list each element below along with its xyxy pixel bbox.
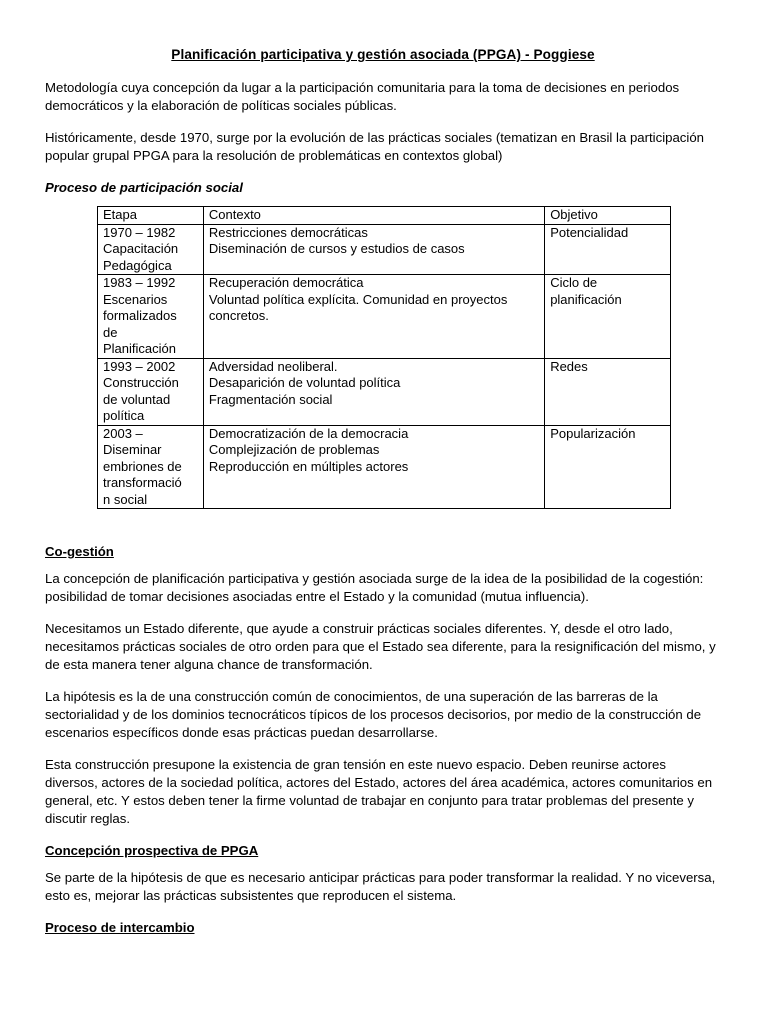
contexto-line: Adversidad neoliberal. bbox=[208, 358, 338, 374]
etapa-line: 2003 – bbox=[103, 425, 143, 441]
objetivo-cell bbox=[545, 224, 671, 275]
etapa-line: de bbox=[103, 324, 118, 340]
etapa-cell bbox=[98, 224, 204, 275]
document-page bbox=[45, 46, 721, 946]
cogestion-heading: Co-gestión bbox=[45, 544, 114, 559]
contexto-cell bbox=[203, 425, 544, 509]
etapa-line: transformació bbox=[103, 475, 182, 490]
stages-table bbox=[97, 206, 671, 509]
contexto-line: Democratización de la democracia bbox=[208, 425, 409, 441]
objetivo-cell bbox=[545, 275, 671, 359]
objetivo-cell bbox=[545, 425, 671, 509]
etapa-line: Pedagógica bbox=[103, 257, 172, 273]
process-heading: Proceso de participación social bbox=[45, 180, 243, 195]
contexto-line: Reproducción en múltiples actores bbox=[208, 458, 409, 474]
etapa-line: formalizados bbox=[103, 308, 177, 323]
etapa-line: Capacitación bbox=[103, 241, 179, 256]
objetivo-line: Redes bbox=[550, 358, 588, 374]
contexto-line: Recuperación democrática bbox=[208, 275, 364, 290]
objetivo-line: Popularización bbox=[550, 425, 636, 441]
contexto-line: Voluntad política explícita. Comunidad en proyectos bbox=[208, 291, 508, 307]
cogestion-paragraph: La concepción de planificación participativa y gestión asociada surge de la idea de la posibilidad de la cogestión: posibilidad de tomar decisiones asociadas entre el Estado y la comunidad (mutua influencia). bbox=[45, 571, 704, 604]
intro-paragraph: Históricamente, desde 1970, surge por la evolución de las prácticas sociales (tematizan en Brasil la participación popular grupal PPGA para la resolución de problemáticas en contextos global) bbox=[45, 130, 704, 163]
etapa-cell bbox=[98, 425, 204, 509]
contexto-line: concretos. bbox=[208, 308, 269, 323]
header-etapa: Etapa bbox=[98, 207, 204, 225]
table-row bbox=[98, 425, 671, 509]
etapa-line: Planificación bbox=[103, 341, 176, 356]
prospectiva-paragraph: Se parte de la hipótesis de que es necesario anticipar prácticas para poder transformar la realidad. Y no viceversa, esto es, mejorar las prácticas subsistentes que reproducen el sistema. bbox=[45, 870, 716, 903]
table-header-row bbox=[98, 207, 671, 225]
etapa-line: Construcción bbox=[103, 375, 179, 390]
etapa-line: Diseminar bbox=[103, 442, 162, 457]
contexto-cell bbox=[203, 358, 544, 425]
etapa-cell bbox=[98, 275, 204, 359]
contexto-line: Desaparición de voluntad política bbox=[208, 375, 401, 390]
contexto-cell bbox=[203, 224, 544, 275]
cogestion-paragraph: La hipótesis es la de una construcción común de conocimientos, de una superación de las barreras de la sectorialidad y de los dominios tecnocráticos típicos de los procesos decisorios, por medio de la construcción de escenarios específicos donde esas prácticas puedan desarrollarse. bbox=[45, 689, 702, 740]
cogestion-paragraph: Necesitamos un Estado diferente, que ayude a construir prácticas sociales diferentes. Y, desde el otro lado, necesitamos prácticas sociales de otro orden para que el Estado sea diferente, para la resignificación del mismo, y de esta manera tener alguna chance de transformación. bbox=[45, 621, 716, 672]
etapa-line: n social bbox=[103, 491, 148, 507]
etapa-line: 1993 – 2002 bbox=[103, 358, 176, 374]
etapa-line: embriones de bbox=[103, 458, 182, 474]
intercambio-heading: Proceso de intercambio bbox=[45, 920, 195, 935]
table-row bbox=[98, 224, 671, 275]
etapa-line: Escenarios bbox=[103, 291, 168, 307]
contexto-line: Fragmentación social bbox=[208, 391, 333, 407]
cogestion-paragraph: Esta construcción presupone la existencia de gran tensión en este nuevo espacio. Deben reunirse actores diversos, actores de la sociedad política, actores del Estado, actores del área académica, actores comunitarios en general, etc. Y estos deben tener la firme voluntad de trabajar en conjunto para tratar problemas del presente y discutir reglas. bbox=[45, 757, 713, 826]
etapa-line: 1983 – 1992 bbox=[103, 275, 176, 290]
objetivo-cell bbox=[545, 358, 671, 425]
contexto-line: Diseminación de cursos y estudios de casos bbox=[208, 241, 465, 256]
etapa-cell bbox=[98, 358, 204, 425]
etapa-line: de voluntad bbox=[103, 391, 171, 407]
etapa-line: 1970 – 1982 bbox=[103, 224, 176, 240]
etapa-line: política bbox=[103, 408, 145, 423]
objetivo-line: Ciclo de bbox=[550, 275, 598, 290]
table-row bbox=[98, 275, 671, 359]
objetivo-line: planificación bbox=[550, 291, 622, 307]
contexto-line: Complejización de problemas bbox=[208, 442, 380, 457]
table-row bbox=[98, 358, 671, 425]
objetivo-line: Potencialidad bbox=[550, 224, 629, 240]
prospectiva-heading: Concepción prospectiva de PPGA bbox=[45, 843, 259, 858]
intro-paragraph: Metodología cuya concepción da lugar a la participación comunitaria para la toma de decisiones en periodos democráticos y la elaboración de políticas sociales públicas. bbox=[45, 80, 680, 113]
header-contexto: Contexto bbox=[203, 207, 544, 225]
header-objetivo: Objetivo bbox=[545, 207, 671, 225]
contexto-line: Restricciones democráticas bbox=[208, 224, 368, 240]
document-title: Planificación participativa y gestión asociada (PPGA) - Poggiese bbox=[171, 47, 595, 62]
contexto-cell bbox=[203, 275, 544, 359]
